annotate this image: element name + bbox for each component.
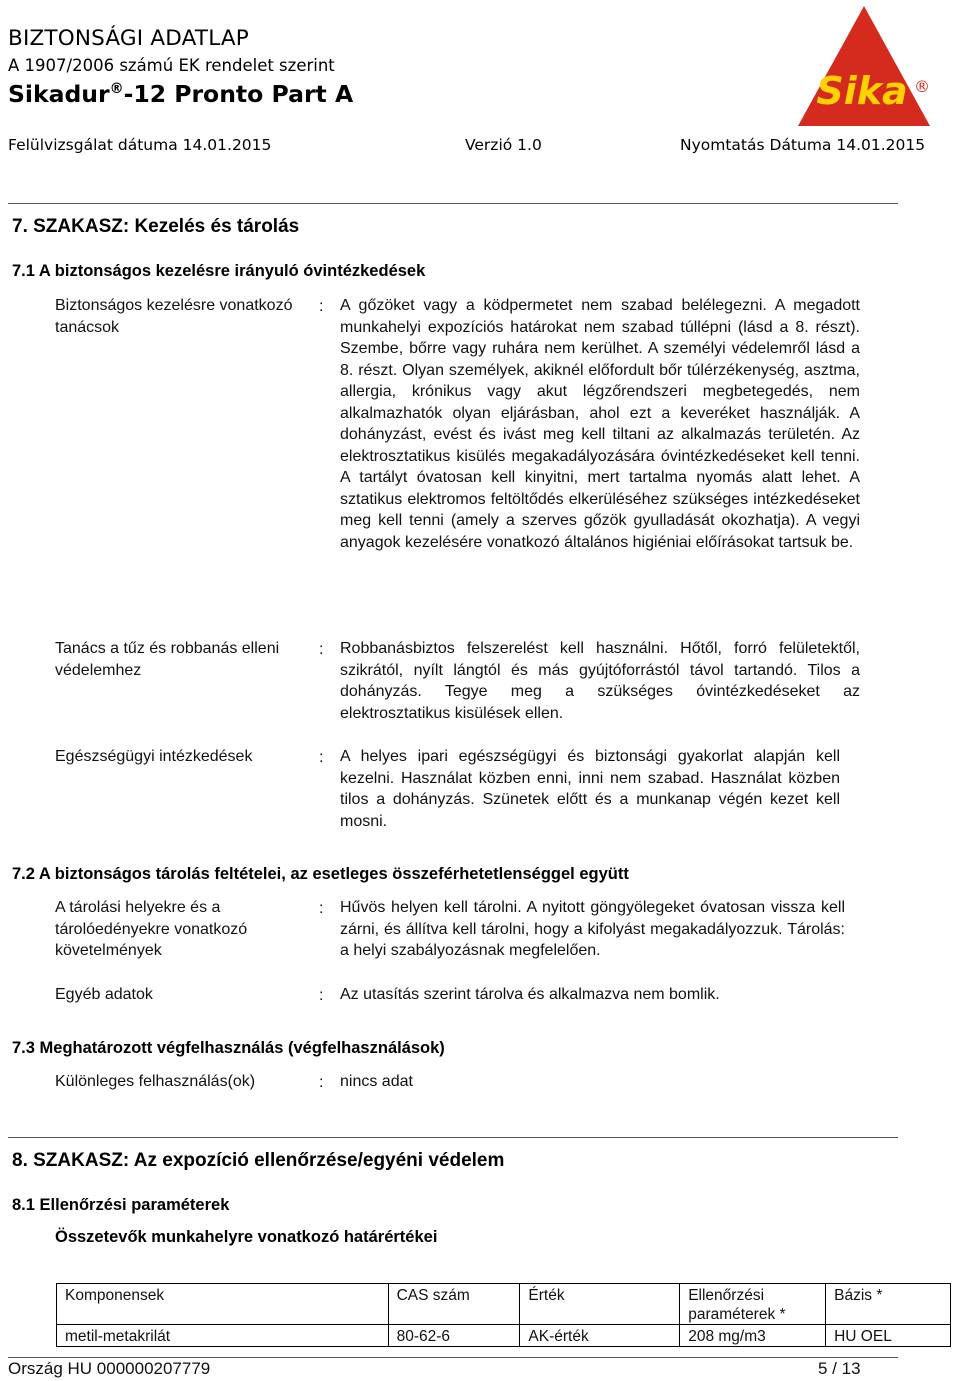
section-divider (8, 1137, 898, 1138)
value-specific-use (340, 1071, 860, 1093)
footer-country: Ország HU 000000207779 (8, 1359, 211, 1378)
footer-divider (8, 1357, 898, 1358)
colon: : (319, 641, 324, 658)
document-title: BIZTONSÁGI ADATLAP (8, 26, 249, 51)
table-header-cell: Érték (520, 1284, 680, 1325)
value-storage-requirements (340, 897, 845, 962)
table-row (57, 1325, 951, 1347)
product-name-base: Sikadur (8, 80, 110, 108)
section-7-2-title: 7.2 A biztonságos tárolás feltételei, az esetleges összeférhetetlenséggel együtt (12, 865, 629, 883)
table-cell: AK-érték (520, 1325, 680, 1347)
regulation-line: A 1907/2006 számú EK rendelet szerint (8, 56, 335, 75)
exposure-limits-table (56, 1283, 951, 1347)
section-8-1-title: 8.1 Ellenőrzési paraméterek (12, 1196, 230, 1214)
label-fire-protection: Tanács a tűz és robbanás elleni védelemhez (55, 640, 280, 679)
table-cell: HU OEL (826, 1325, 951, 1347)
colon: : (319, 1074, 324, 1091)
sika-logo (796, 4, 932, 128)
label-hygiene-measures: Egészségügyi intézkedések (55, 748, 253, 765)
label-specific-use: Különleges felhasználás(ok) (55, 1073, 256, 1090)
value-specific-use-text: nincs adat (340, 1073, 413, 1090)
section-8-title: 8. SZAKASZ: Az expozíció ellenőrzése/egyéni védelem (12, 1150, 505, 1171)
table-header-cell: CAS szám (388, 1284, 520, 1325)
label-storage-requirements: A tárolási helyekre és a tárolóedényekre vonatkozó követelmények (55, 899, 248, 959)
value-other-data-text: Az utasítás szerint tárolva és alkalmazva nem bomlik. (340, 986, 720, 1003)
value-hygiene-measures (340, 746, 840, 832)
colon: : (319, 987, 324, 1004)
value-storage-requirements-text: Hűvös helyen kell tárolni. A nyitott göngyölegeket óvatosan vissza kell zárni, és állítva kell tárolni, hogy a kifolyást megakadályozzuk. Tárolás: a helyi szabályozásnak megfelelően. (340, 899, 845, 959)
value-other-data (340, 984, 900, 1006)
table-cell: 80-62-6 (388, 1325, 520, 1347)
table-header-cell: Bázis * (826, 1284, 951, 1325)
table-header-cell: Ellenőrzési paraméterek * (680, 1284, 826, 1325)
colon: : (319, 900, 324, 917)
product-name (8, 80, 353, 108)
value-fire-protection (340, 638, 860, 724)
value-fire-protection-text: Robbanásbiztos felszerelést kell használni. Hőtől, forró felületektől, szikrától, nyílt lángtól és más gyújtóforrástól távol tartandó. Tilos a dohányzás. Tegye meg a szükséges óvintézkedéseket az elektrosztatikus kisülések ellen. (340, 640, 860, 722)
section-7-title: 7. SZAKASZ: Kezelés és tárolás (12, 216, 300, 237)
logo-registered-mark: ® (914, 77, 930, 96)
table-header-row (57, 1284, 951, 1325)
registered-mark: ® (109, 81, 124, 98)
label-safe-handling: Biztonságos kezelésre vonatkozó tanácsok (55, 297, 293, 336)
footer-page-number: 5 / 13 (818, 1359, 861, 1378)
value-safe-handling-text: A gőzöket vagy a ködpermetet nem szabad belélegezni. A megadott munkahelyi expozíciós határokat nem szabad túllépni (lásd a 8. részt). Szembe, bőrre vagy ruhára nem kerülhet. A személyi védelemről lásd a 8. részt. Olyan személyek, akiknél előfordult bőr túlérzékenység, asztma, allergia, krónikus vagy akut légzőrendszeri megbetegedés, nem alkalmazhatók olyan eljárásban, ahol ezt a keveréket használják. A dohányzást, evést és ivást meg kell tiltani az alkalmazás területén. Az elektrosztatikus kisülés megakadályozására óvintézkedéseket kell tenni. A tartályt óvatosan kell kinyitni, mert tartalma nyomás alatt lehet. A sztatikus elektromos feltöltődés elkerüléséhez szükséges intézkedéseket meg kell tenni (amely a szerves gőzök gyulladását okozhatja). A vegyi anyagok kezelésére vonatkozó általános higiéniai előírásokat tartsuk be. (340, 297, 860, 551)
print-date: Nyomtatás Dátuma 14.01.2015 (680, 136, 926, 154)
table-cell: metil-metakrilát (57, 1325, 389, 1347)
logo-text: Sika (816, 69, 908, 113)
revision-date: Felülvizsgálat dátuma 14.01.2015 (8, 136, 272, 154)
section-7-1-title: 7.1 A biztonságos kezelésre irányuló óvintézkedések (12, 262, 426, 280)
header-divider (8, 203, 898, 204)
section-7-3-title: 7.3 Meghatározott végfelhasználás (végfelhasználások) (12, 1039, 445, 1057)
table-cell: 208 mg/m3 (680, 1325, 826, 1347)
value-hygiene-measures-text: A helyes ipari egészségügyi és biztonsági gyakorlat alapján kell kezelni. Használat közben enni, inni nem szabad. Használat közben tilos a dohányzás. Szünetek előtt és a munkanap végén kezet kell mosni. (340, 748, 840, 830)
version: Verzió 1.0 (465, 136, 542, 154)
colon: : (319, 749, 324, 766)
table-header-cell: Komponensek (57, 1284, 389, 1325)
table-caption: Összetevők munkahelyre vonatkozó határértékei (55, 1228, 438, 1246)
value-safe-handling (340, 295, 860, 553)
product-name-suffix: -12 Pronto Part A (123, 80, 354, 108)
colon: : (319, 298, 324, 315)
label-other-data: Egyéb adatok (55, 986, 153, 1003)
